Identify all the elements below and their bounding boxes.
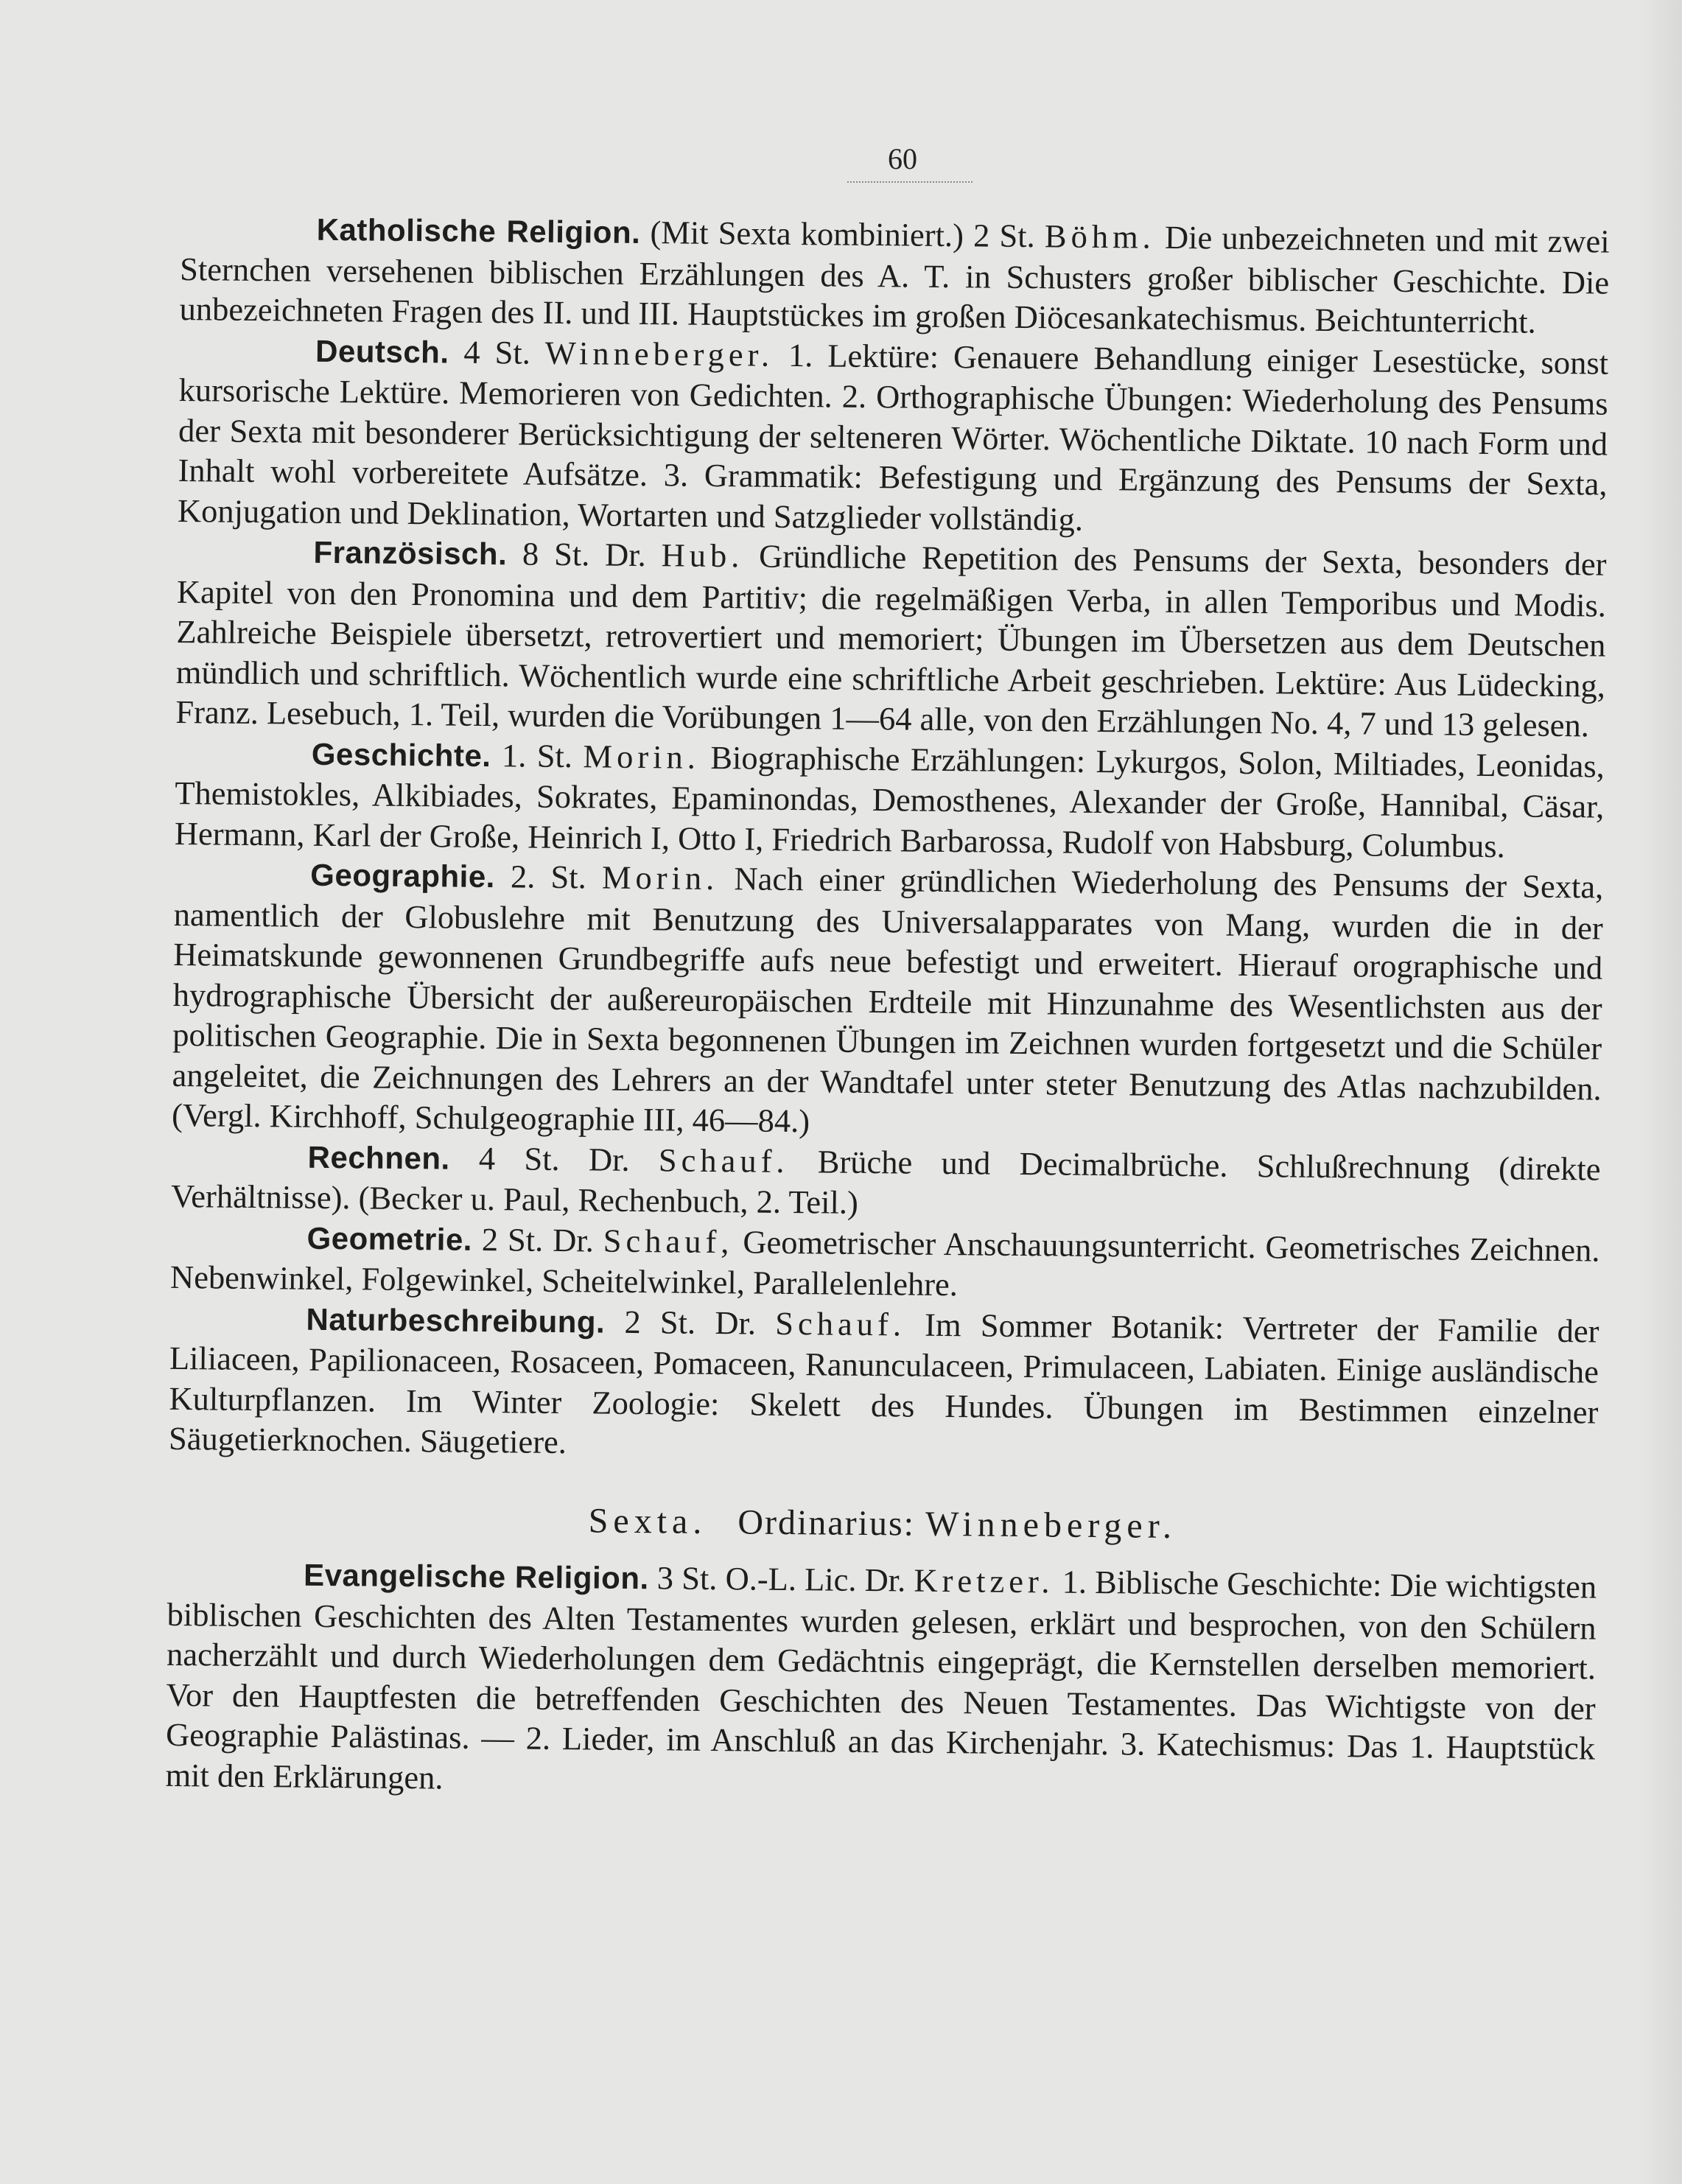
- section-hours: 2 St. Dr.: [605, 1303, 776, 1342]
- section-hours: (Mit Sexta kombiniert.) 2 St.: [640, 213, 1045, 255]
- section-heading: Rechnen.: [307, 1139, 450, 1176]
- class-name: Sexta.: [588, 1500, 707, 1541]
- section-geschichte: [175, 732, 1605, 867]
- section-hours: 1. St.: [491, 736, 584, 774]
- section-naturbeschreibung: [169, 1297, 1599, 1472]
- section-heading: Geometrie.: [306, 1220, 473, 1257]
- section-teacher: Schauf,: [603, 1222, 734, 1260]
- section-heading: Deutsch.: [315, 333, 449, 370]
- page-edge-shadow: [1638, 0, 1682, 2184]
- section-heading: Katholische Religion.: [316, 211, 641, 250]
- section-body: Gründliche Repetition des Pensums der Sexta, besonders der Kapitel von den Pronomina und dem Partitiv; die regelmäßigen Verba, in allen Temporibus und Modis. Zahlreiche Beispiele übersetzt, retrovertiert und memoriert; Übungen im Übersetzen aus dem Deutschen mündlich und schriftlich. Wöchentlich wurde eine schriftliche Arbeit geschrieben. Lektüre: Aus Lüdecking, Franz. Lesebuch, 1. Teil, wurden die Vorübungen 1—64 alle, von den Erzählungen No. 4, 7 und 13 gelesen.: [175, 537, 1607, 744]
- section-teacher: Kretzer.: [914, 1561, 1054, 1600]
- section-teacher: Schauf.: [775, 1304, 906, 1343]
- section-hours: 2 St. Dr.: [472, 1220, 603, 1259]
- page-number-rule: [847, 181, 973, 183]
- ordinarius-name: Winneberger.: [925, 1504, 1177, 1546]
- section-heading: Geographie.: [310, 857, 496, 895]
- page-number: 60: [888, 142, 917, 175]
- section-evangelische-religion: [165, 1553, 1597, 1809]
- ordinarius-label: Ordinarius:: [737, 1502, 916, 1544]
- section-rechnen: [171, 1135, 1601, 1230]
- section-teacher: Morin.: [583, 737, 701, 776]
- section-hours: 8 St. Dr.: [507, 535, 662, 574]
- section-body: Im Sommer Botanik: Vertreter der Familie der Liliaceen, Papilionaceen, Rosaceen, Pomaceen, Ranunculaceen, Primulaceen, Labiaten. Einige ausländische Kulturpflanzen. Im Winter Zoologie: Skelett des Hundes. Übungen im Bestimmen einzelner Säugetierknochen. Säugetiere.: [168, 1306, 1599, 1461]
- section-hours: 3 St. O.-L. Lic. Dr.: [648, 1559, 914, 1599]
- section-teacher: Winneberger.: [544, 334, 774, 374]
- section-body: 1. Lektüre: Genauere Behandlung einiger Lesestücke, sonst kursorische Lektüre. Memorieren von Gedichten. 2. Orthographische Übungen: Wiederholung des Pensums der Sexta mit besonderer Berücksichtigung der selteneren Wörter. Wöchentliche Diktate. 10 nach Form und Inhalt wohl vorbereitete Aufsätze. 3. Grammatik: Befestigung und Ergänzung des Pensums der Sexta, Konjugation und Deklination, Wortarten und Satzglieder vollständig.: [177, 336, 1609, 538]
- section-teacher: Schauf.: [658, 1141, 789, 1180]
- section-geographie: [172, 853, 1604, 1149]
- section-teacher: Böhm.: [1044, 217, 1156, 256]
- section-body: 1. Biblische Geschichte: Die wichtigsten biblischen Geschichten des Alten Testamentes wurden gelesen, erklärt und besprochen, von den Schülern nacherzählt und durch Wiederholungen dem Gedächtnis eingeprägt, die Kernstellen derselben memoriert. Vor den Hauptfesten die betreffenden Geschichten des Neuen Testamentes. Das Wichtigste von der Geographie Palästinas. — 2. Lieder, im Anschluß an das Kirchenjahr. 3. Katechismus: Das 1. Hauptstück mit den Erklärungen.: [165, 1563, 1597, 1796]
- section-hours: 4 St.: [449, 333, 546, 371]
- section-teacher: Hub.: [661, 536, 744, 575]
- section-body: Nach einer gründlichen Wiederholung des Pensums der Sexta, namentlich der Globuslehre mit Benutzung des Universalapparates von Mang, wurden die in der Heimatskunde gewonnenen Grundbegriffe aufs neue befestigt und erweitert. Hierauf orographische und hydrographische Übersicht der außereuropäischen Erdteile mit Hinzunahme des Wesentlichsten aus der politischen Geographie. Die in Sexta begonnenen Übungen im Zeichnen wurden fortgesetzt und die Schüler angeleitet, die Zeichnungen des Lehrers an der Wandtafel unter steter Benutzung des Atlas nachzubilden. (Vergl. Kirchhoff, Schulgeographie III, 46—84.): [171, 860, 1604, 1140]
- section-body: Biographische Erzählungen: Lykurgos, Solon, Miltiades, Leonidas, Themistokles, Alkibiades, Sokrates, Epaminondas, Demosthenes, Alexander der Große, Hannibal, Cäsar, Hermann, Karl der Große, Heinrich I, Otto I, Friedrich Barbarossa, Rudolf von Habsburg, Columbus.: [174, 738, 1605, 864]
- page-body: [165, 208, 1610, 1809]
- section-heading: Evangelische Religion.: [303, 1557, 649, 1596]
- section-geometrie: [170, 1216, 1600, 1311]
- section-deutsch: [178, 329, 1609, 544]
- section-body: Die unbezeichneten und mit zwei Sternchen versehenen biblischen Erzählungen des A. T. in Schusters großer biblischer Geschichte. Die unbezeichneten Fragen des II. und III. Hauptstückes im großen Diöcesankatechismus. Beichtunterricht.: [179, 218, 1610, 340]
- section-body: Brüche und Decimalbrüche. Schlußrechnung (direkte Verhältnisse). (Becker u. Paul, Rechenbuch, 2. Teil.): [170, 1142, 1601, 1221]
- section-body: Geometrischer Anschauungsunterricht. Geometrisches Zeichnen. Nebenwinkel, Folgewinkel, Scheitelwinkel, Parallelenlehre.: [169, 1222, 1600, 1303]
- section-heading: Naturbeschreibung.: [306, 1301, 606, 1340]
- section-franzoesisch: [175, 531, 1607, 746]
- section-hours: 2. St.: [494, 858, 603, 896]
- section-hours: 4 St. Dr.: [449, 1139, 659, 1178]
- class-title-sexta: [168, 1497, 1597, 1550]
- section-heading: Geschichte.: [311, 736, 491, 773]
- section-heading: Französisch.: [313, 534, 508, 572]
- section-katholische-religion: [179, 208, 1609, 343]
- section-teacher: Morin.: [601, 858, 719, 897]
